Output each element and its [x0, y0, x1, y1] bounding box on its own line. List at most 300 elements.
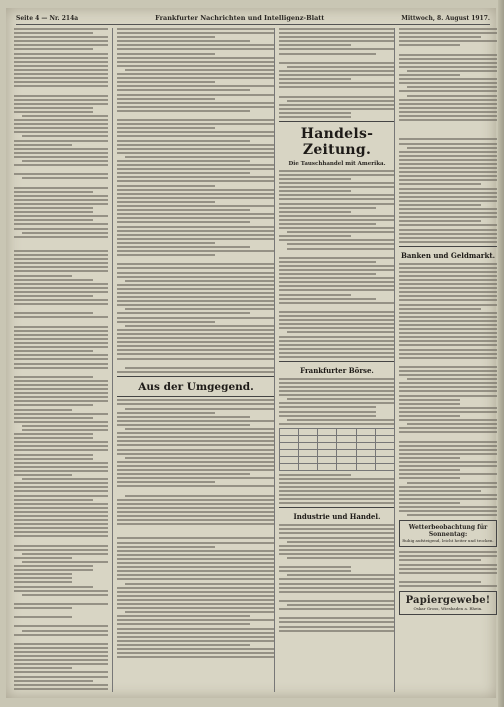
- text-line: [14, 123, 108, 125]
- text-line: [14, 655, 108, 657]
- text-line: [14, 569, 93, 571]
- text-line: [279, 252, 395, 255]
- text-line: [279, 285, 395, 287]
- column-3-text-boerse: [279, 378, 395, 425]
- text-line: [14, 620, 108, 623]
- text-line: [279, 82, 395, 84]
- text-line: [14, 577, 72, 579]
- text-line: [399, 572, 497, 574]
- text-line: [117, 230, 275, 232]
- rates-table: [279, 428, 395, 471]
- wetter-ad-title: Wetterbeobachtung für Sonnentag:: [408, 524, 488, 539]
- text-line: [279, 402, 395, 404]
- banken-heading: Banken und Geldmarkt.: [400, 250, 496, 260]
- text-line: [14, 557, 72, 559]
- text-line: [399, 344, 497, 346]
- text-line: [279, 211, 351, 213]
- text-line: [399, 275, 497, 277]
- text-line: [117, 453, 275, 455]
- text-line: [117, 444, 275, 446]
- text-line: [14, 458, 93, 460]
- text-line: [399, 461, 497, 463]
- text-line: [287, 331, 395, 333]
- text-line: [117, 473, 250, 475]
- text-line: [14, 466, 108, 468]
- text-line: [279, 336, 395, 338]
- text-line: [14, 634, 108, 636]
- text-line: [399, 133, 497, 136]
- text-line: [117, 403, 275, 405]
- rates-cell: [375, 442, 394, 449]
- text-line: [399, 271, 497, 273]
- text-line: [14, 181, 108, 184]
- text-line: [399, 436, 497, 439]
- text-line: [117, 81, 215, 83]
- text-line: [117, 263, 275, 265]
- text-line: [399, 353, 497, 355]
- papiergewebe-sub: Oskar Gross, Wiesbaden a. Rhein.: [413, 606, 483, 612]
- text-line: [14, 581, 72, 583]
- column-2-text-bottom: [117, 399, 275, 663]
- text-line: [117, 193, 275, 195]
- text-line: [279, 86, 395, 88]
- text-line: [399, 196, 497, 198]
- page-header: [16, 12, 490, 25]
- text-line: [14, 445, 108, 447]
- text-line: [117, 221, 250, 223]
- text-line: [14, 199, 108, 201]
- text-line: [279, 219, 395, 221]
- column-1-text: [14, 28, 108, 692]
- text-line: [22, 478, 108, 480]
- text-line: [14, 266, 108, 268]
- text-line: [279, 203, 395, 205]
- text-line: [125, 583, 275, 585]
- text-line: [117, 644, 250, 646]
- text-line: [399, 304, 497, 306]
- text-line: [14, 358, 108, 360]
- column-1: [14, 28, 108, 692]
- text-line: [279, 386, 395, 388]
- text-line: [279, 494, 395, 496]
- text-line: [399, 415, 460, 417]
- text-line: [399, 498, 497, 500]
- text-line: [117, 353, 275, 355]
- text-line: [14, 48, 93, 50]
- text-line: [399, 200, 497, 202]
- text-line: [117, 65, 275, 67]
- text-line: [14, 441, 108, 443]
- text-line: [117, 94, 275, 96]
- text-line: [14, 671, 108, 673]
- text-line: [117, 640, 275, 642]
- text-line: [14, 511, 108, 513]
- text-line: [22, 135, 108, 137]
- text-line: [287, 100, 395, 102]
- text-line: [399, 366, 497, 368]
- rates-cell: [280, 456, 299, 463]
- text-line: [117, 574, 275, 576]
- rates-cell: [280, 442, 299, 449]
- text-line: [399, 559, 481, 561]
- text-line: [14, 240, 108, 243]
- text-line: [117, 164, 275, 166]
- text-line: [117, 329, 275, 331]
- text-line: [117, 619, 275, 621]
- text-line: [117, 140, 250, 142]
- text-line: [279, 182, 395, 184]
- text-line: [14, 454, 93, 456]
- text-line: [399, 44, 460, 46]
- text-line: [125, 69, 275, 71]
- text-line: [14, 663, 108, 665]
- text-line: [399, 419, 497, 421]
- text-line: [399, 220, 481, 222]
- text-line: [399, 212, 497, 214]
- text-line: [279, 178, 351, 180]
- text-line: [14, 254, 108, 256]
- text-line: [14, 156, 108, 158]
- text-line: [117, 628, 275, 630]
- text-line: [279, 265, 395, 267]
- column-2-text-top: [117, 28, 275, 373]
- text-line: [279, 207, 376, 209]
- text-line: [14, 245, 108, 248]
- section-rule: [399, 246, 497, 247]
- text-line: [14, 607, 72, 609]
- text-line: [117, 656, 275, 658]
- wetter-ad-text: Ruhig aufsteigend, leicht heiter und trocken.: [402, 538, 494, 544]
- text-line: [399, 171, 497, 173]
- text-line: [407, 378, 497, 380]
- rates-cell: [375, 456, 394, 463]
- text-line: [399, 263, 497, 265]
- text-line: [117, 296, 275, 298]
- text-line: [14, 384, 108, 386]
- text-line: [14, 573, 72, 575]
- text-line: [117, 349, 275, 351]
- text-line: [279, 561, 395, 564]
- text-line: [14, 590, 108, 592]
- text-line: [14, 144, 72, 146]
- text-line: [279, 281, 395, 283]
- text-line: [22, 429, 108, 431]
- text-line: [14, 36, 108, 38]
- text-line: [407, 514, 497, 516]
- text-line: [279, 277, 395, 279]
- text-line: [399, 494, 497, 496]
- text-line: [14, 148, 108, 150]
- text-line: [399, 128, 497, 131]
- text-line: [399, 490, 481, 492]
- text-line: [117, 110, 250, 112]
- text-line: [279, 406, 376, 408]
- text-line: [117, 238, 275, 240]
- text-line: [279, 239, 395, 241]
- text-line: [14, 330, 108, 332]
- text-line: [14, 396, 108, 398]
- text-line: [117, 578, 275, 580]
- text-line: [14, 603, 108, 605]
- text-line: [117, 489, 275, 492]
- text-line: [399, 123, 497, 126]
- text-line: [14, 299, 108, 301]
- rates-cell: [337, 449, 356, 456]
- text-line: [117, 40, 250, 42]
- text-line: [279, 578, 395, 580]
- text-line: [14, 354, 108, 356]
- text-line: [399, 555, 497, 557]
- text-line: [279, 478, 395, 480]
- text-line: [117, 32, 275, 34]
- text-line: [117, 432, 275, 434]
- text-line: [117, 36, 215, 38]
- text-line: [399, 477, 460, 479]
- text-line: [117, 461, 275, 463]
- rates-cell: [280, 428, 299, 435]
- text-line: [279, 498, 395, 500]
- text-line: [117, 420, 275, 422]
- text-line: [14, 413, 108, 415]
- text-line: [279, 587, 395, 589]
- text-line: [117, 44, 275, 46]
- text-line: [399, 328, 497, 330]
- text-line: [279, 53, 376, 55]
- text-line: [117, 399, 275, 401]
- text-line: [125, 428, 275, 430]
- text-line: [117, 276, 275, 278]
- text-line: [14, 545, 108, 547]
- papiergewebe-ad: [399, 591, 497, 615]
- text-line: [14, 164, 108, 166]
- rates-cell: [318, 449, 337, 456]
- text-line: [14, 307, 108, 310]
- text-line: [117, 176, 275, 178]
- text-line: [279, 327, 395, 329]
- text-line: [399, 267, 497, 269]
- text-line: [399, 229, 497, 231]
- rates-cell: [299, 428, 318, 435]
- text-line: [279, 482, 395, 484]
- text-line: [125, 457, 275, 459]
- text-line: [14, 586, 93, 588]
- text-line: [14, 611, 108, 614]
- text-line: [14, 684, 108, 686]
- text-line: [14, 316, 108, 318]
- text-line: [279, 612, 395, 615]
- text-line: [117, 477, 275, 479]
- text-line: [14, 131, 108, 133]
- text-line: [14, 228, 108, 230]
- text-line: [279, 194, 395, 196]
- text-line: [399, 370, 497, 372]
- text-line: [399, 390, 497, 392]
- text-line: [279, 306, 395, 309]
- text-line: [117, 189, 275, 191]
- text-line: [279, 394, 395, 396]
- text-line: [279, 108, 395, 110]
- text-line: [399, 138, 497, 140]
- rates-cell: [299, 449, 318, 456]
- text-line: [279, 62, 395, 64]
- column-3-text-bottom: [279, 524, 395, 631]
- text-line: [14, 53, 108, 55]
- text-line: [287, 398, 395, 400]
- text-line: [117, 246, 250, 248]
- text-line: [117, 469, 275, 471]
- text-line: [399, 159, 497, 161]
- text-line: [117, 341, 275, 343]
- text-line: [117, 254, 215, 256]
- text-line: [14, 152, 108, 154]
- rates-cell: [356, 428, 375, 435]
- text-line: [399, 407, 497, 409]
- text-line: [14, 437, 93, 439]
- text-line: [279, 235, 351, 237]
- text-line: [14, 258, 108, 260]
- industrie-heading: Industrie und Handel.: [293, 512, 381, 522]
- text-line: [14, 531, 108, 533]
- text-line: [14, 321, 108, 324]
- text-line: [14, 211, 93, 213]
- text-line: [279, 269, 395, 271]
- text-line: [399, 445, 497, 447]
- text-line: [399, 457, 460, 459]
- rates-cell: [280, 463, 299, 470]
- text-line: [399, 469, 460, 471]
- text-line: [117, 358, 275, 360]
- text-line: [399, 167, 497, 169]
- text-line: [279, 423, 395, 425]
- text-line: [279, 411, 376, 413]
- text-line: [14, 346, 108, 348]
- text-line: [14, 392, 108, 394]
- text-line: [117, 632, 275, 634]
- text-line: [279, 170, 395, 172]
- text-line: [14, 279, 93, 281]
- text-line: [117, 272, 275, 274]
- text-line: [14, 643, 108, 645]
- text-line: [279, 537, 395, 539]
- text-line: [117, 481, 215, 483]
- text-line: [407, 86, 497, 88]
- text-line: [117, 185, 215, 187]
- text-line: [117, 217, 275, 219]
- rates-cell: [337, 463, 356, 470]
- text-line: [399, 115, 497, 117]
- text-line: [117, 119, 275, 121]
- text-line: [14, 667, 72, 669]
- section-rule: [279, 507, 395, 508]
- text-line: [279, 215, 395, 217]
- text-line: [117, 503, 275, 505]
- text-line: [117, 57, 275, 59]
- text-line: [117, 197, 275, 199]
- text-line: [279, 40, 395, 42]
- text-line: [287, 557, 395, 559]
- text-line: [399, 204, 481, 206]
- rates-cell: [280, 449, 299, 456]
- text-line: [14, 195, 108, 197]
- text-line: [399, 453, 497, 455]
- text-line: [14, 270, 108, 272]
- text-line: [14, 275, 72, 277]
- text-line: [279, 96, 395, 98]
- text-line: [14, 433, 93, 435]
- text-line: [399, 66, 497, 68]
- rates-cell: [356, 463, 375, 470]
- text-line: [399, 107, 497, 109]
- text-line: [399, 179, 497, 181]
- text-line: [22, 594, 108, 596]
- text-line: [399, 54, 497, 56]
- text-line: [399, 99, 497, 101]
- text-line: [279, 549, 395, 551]
- text-line: [117, 205, 275, 207]
- text-line: [407, 423, 497, 425]
- text-line: [117, 98, 215, 100]
- column-4: [394, 28, 497, 692]
- text-line: [117, 416, 250, 418]
- text-line: [399, 386, 497, 388]
- text-line: [117, 114, 275, 117]
- rates-cell: [375, 449, 394, 456]
- text-line: [14, 103, 108, 105]
- text-line: [117, 102, 275, 104]
- text-line: [14, 168, 108, 171]
- text-line: [279, 273, 376, 275]
- rates-cell: [337, 435, 356, 442]
- text-line: [22, 232, 108, 234]
- text-line: [117, 152, 275, 154]
- text-line: [279, 382, 395, 384]
- text-line: [399, 427, 497, 429]
- text-line: [14, 409, 72, 411]
- text-line: [14, 207, 93, 209]
- text-line: [279, 352, 395, 354]
- text-line: [117, 485, 275, 487]
- page-number: Seite 4 — Nr. 214a: [16, 14, 79, 22]
- text-line: [14, 486, 108, 488]
- text-line: [399, 576, 497, 579]
- text-line: [117, 226, 275, 228]
- text-line: [14, 283, 108, 285]
- text-line: [117, 532, 275, 535]
- rates-cell: [337, 442, 356, 449]
- text-line: [14, 565, 93, 567]
- text-line: [399, 111, 497, 113]
- text-line: [279, 223, 376, 225]
- text-line: [399, 216, 497, 218]
- text-line: [14, 449, 108, 451]
- text-line: [117, 234, 275, 236]
- text-line: [399, 312, 497, 314]
- rates-cell: [375, 435, 394, 442]
- column-3: [274, 28, 395, 692]
- text-line: [279, 186, 395, 188]
- rates-cell: [375, 428, 394, 435]
- text-line: [279, 90, 395, 93]
- text-line: [399, 361, 497, 364]
- text-line: [399, 82, 497, 84]
- text-line: [279, 57, 395, 60]
- section-rule: [117, 396, 275, 397]
- text-line: [117, 135, 275, 137]
- text-line: [399, 58, 497, 60]
- text-line: [14, 303, 108, 305]
- text-line: [14, 474, 72, 476]
- text-line: [399, 324, 497, 326]
